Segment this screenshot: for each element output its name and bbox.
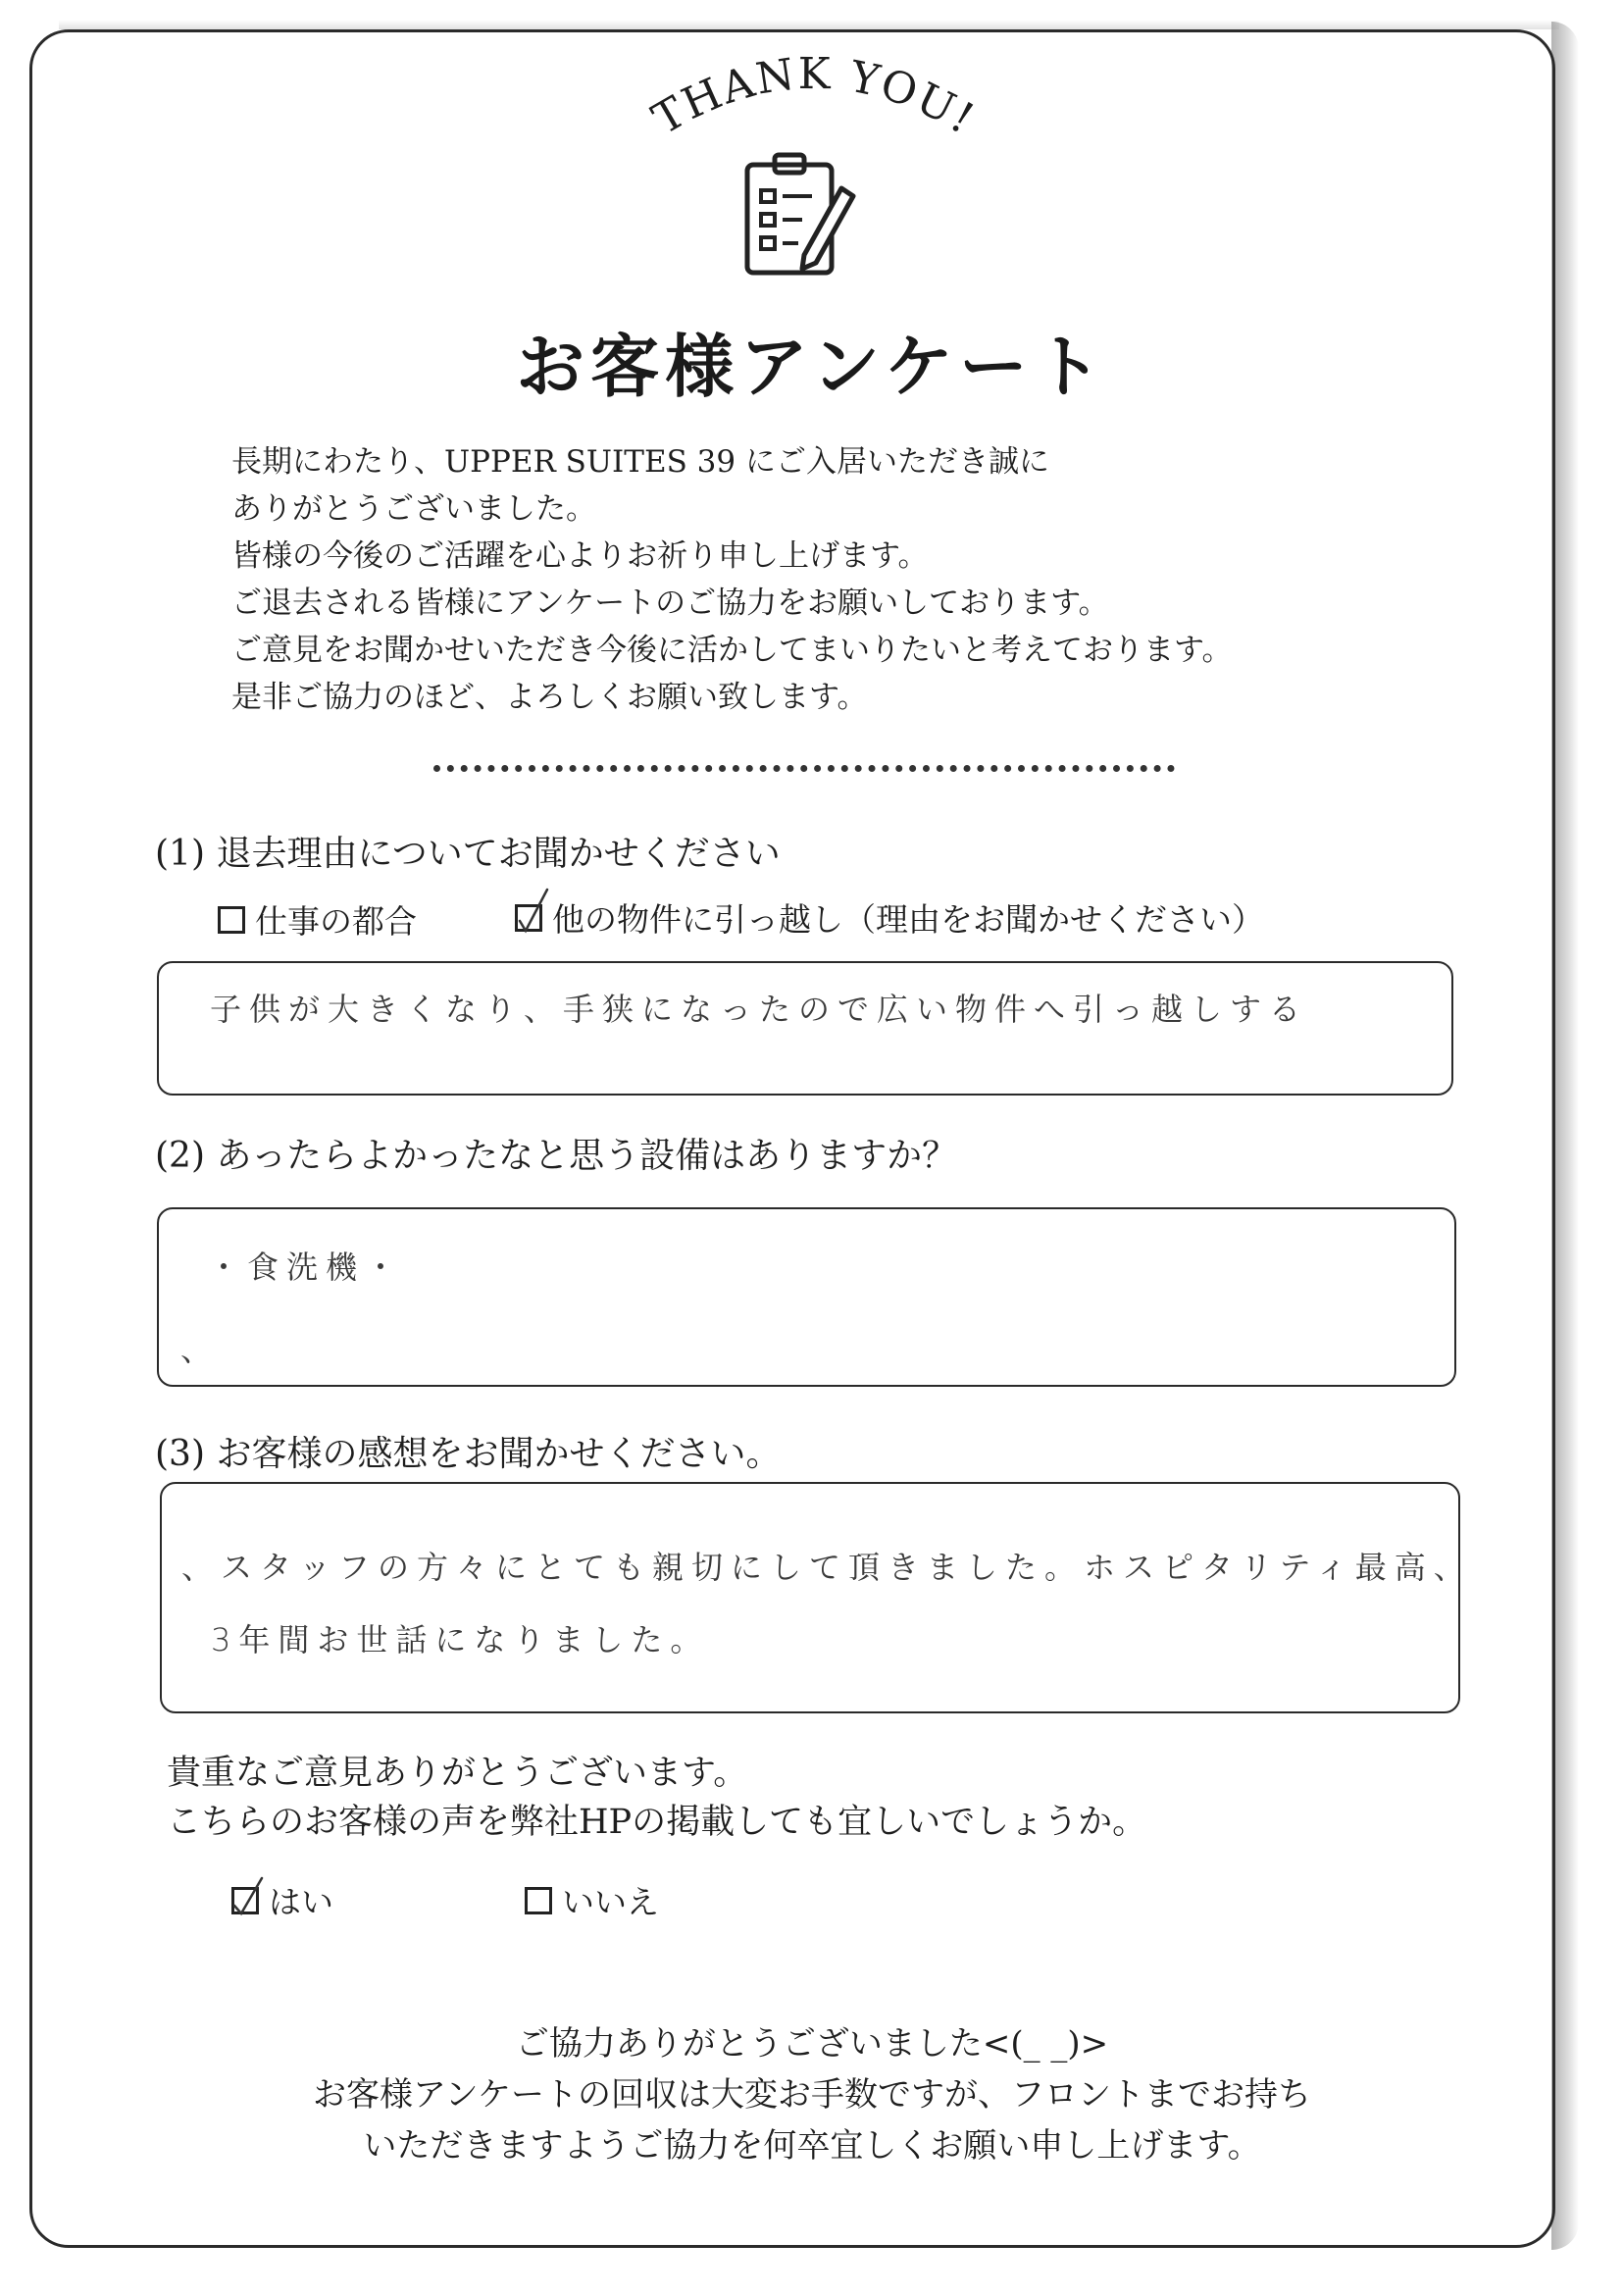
q1-handwritten-answer: 子供が大きくなり、手狭になったので広い物件へ引っ越しする [210,991,1309,1028]
q1-answer-box[interactable] [157,961,1453,1096]
closing-line: お客様アンケートの回収は大変お手数ですが、フロントまでお持ち [313,2075,1311,2115]
q3-answer-box[interactable] [160,1482,1473,1713]
q3-handwritten-line: 、スタッフの方々にとても親切にして頂きました。ホスピタリティ最高、 [181,1549,1473,1586]
page-title: お客様アンケート [516,326,1108,407]
section-divider [433,765,1175,772]
checkmark-icon [227,1868,270,1921]
thank-you-text: THANK YOU! [644,54,985,145]
checkbox-unchecked[interactable] [525,1887,552,1914]
consent-line: こちらのお客様の声を弊社HPの掲載しても宜しいでしょうか。 [167,1803,1147,1842]
scan-edge-top [59,20,1559,29]
q2-handwritten-answer: ・食洗機・ [208,1249,405,1286]
intro-line: 長期にわたり、UPPER SUITES 39 にご入居いただき誠に [231,444,1049,480]
consent-text [167,1749,1146,1847]
intro-line: 是非ご協力のほど、よろしくお願い致します。 [231,680,868,715]
intro-text [231,438,1233,721]
svg-text:THANK YOU! [644,54,984,145]
checkbox-unchecked[interactable] [218,906,245,934]
q1-option-label: 仕事の都合 [255,902,417,941]
clipboard-checklist-icon [743,149,861,277]
q1-option-other-property[interactable] [515,894,1264,941]
q1-option-label: 他の物件に引っ越し（理由をお聞かせください） [552,900,1264,939]
consent-yes[interactable] [231,1877,333,1923]
q3-handwritten-line: 3年間お世話になりました。 [211,1621,710,1658]
question-2-label: (2) あったらよかったなと思う設備はありますか？ [155,1136,958,1176]
consent-line: 貴重なご意見ありがとうございます。 [167,1754,748,1793]
q2-answer-box[interactable] [157,1207,1456,1387]
q2-handwritten-mark: 、 [180,1331,221,1368]
consent-yes-label: はい [269,1883,333,1921]
question-3-label: (3) お客様の感想をお聞かせください。 [155,1434,782,1474]
intro-line: ご退去される皆様にアンケートのご協力をお願いしております。 [231,586,1109,621]
checkbox-checked[interactable] [231,1887,259,1914]
closing-line: ご協力ありがとうございました<(_ _)> [515,2024,1109,2064]
consent-no[interactable] [525,1877,659,1923]
consent-no-label: いいえ [562,1883,659,1921]
intro-line: 皆様の今後のご活躍を心よりお祈り申し上げます。 [231,538,929,574]
closing-line: いただきますようご協力を何卒宜しくお願い申し上げます。 [363,2126,1261,2166]
question-1-label: (1) 退去理由についてお聞かせください [155,834,781,874]
closing-text [0,2018,1624,2171]
checkbox-checked[interactable] [515,904,542,932]
checkmark-icon [510,886,553,939]
q1-option-work[interactable] [218,896,417,943]
intro-line: ご意見をお聞かせいただき今後に活かしてまいりたいと考えております。 [231,633,1233,668]
intro-line: ありがとうございました。 [231,491,596,527]
